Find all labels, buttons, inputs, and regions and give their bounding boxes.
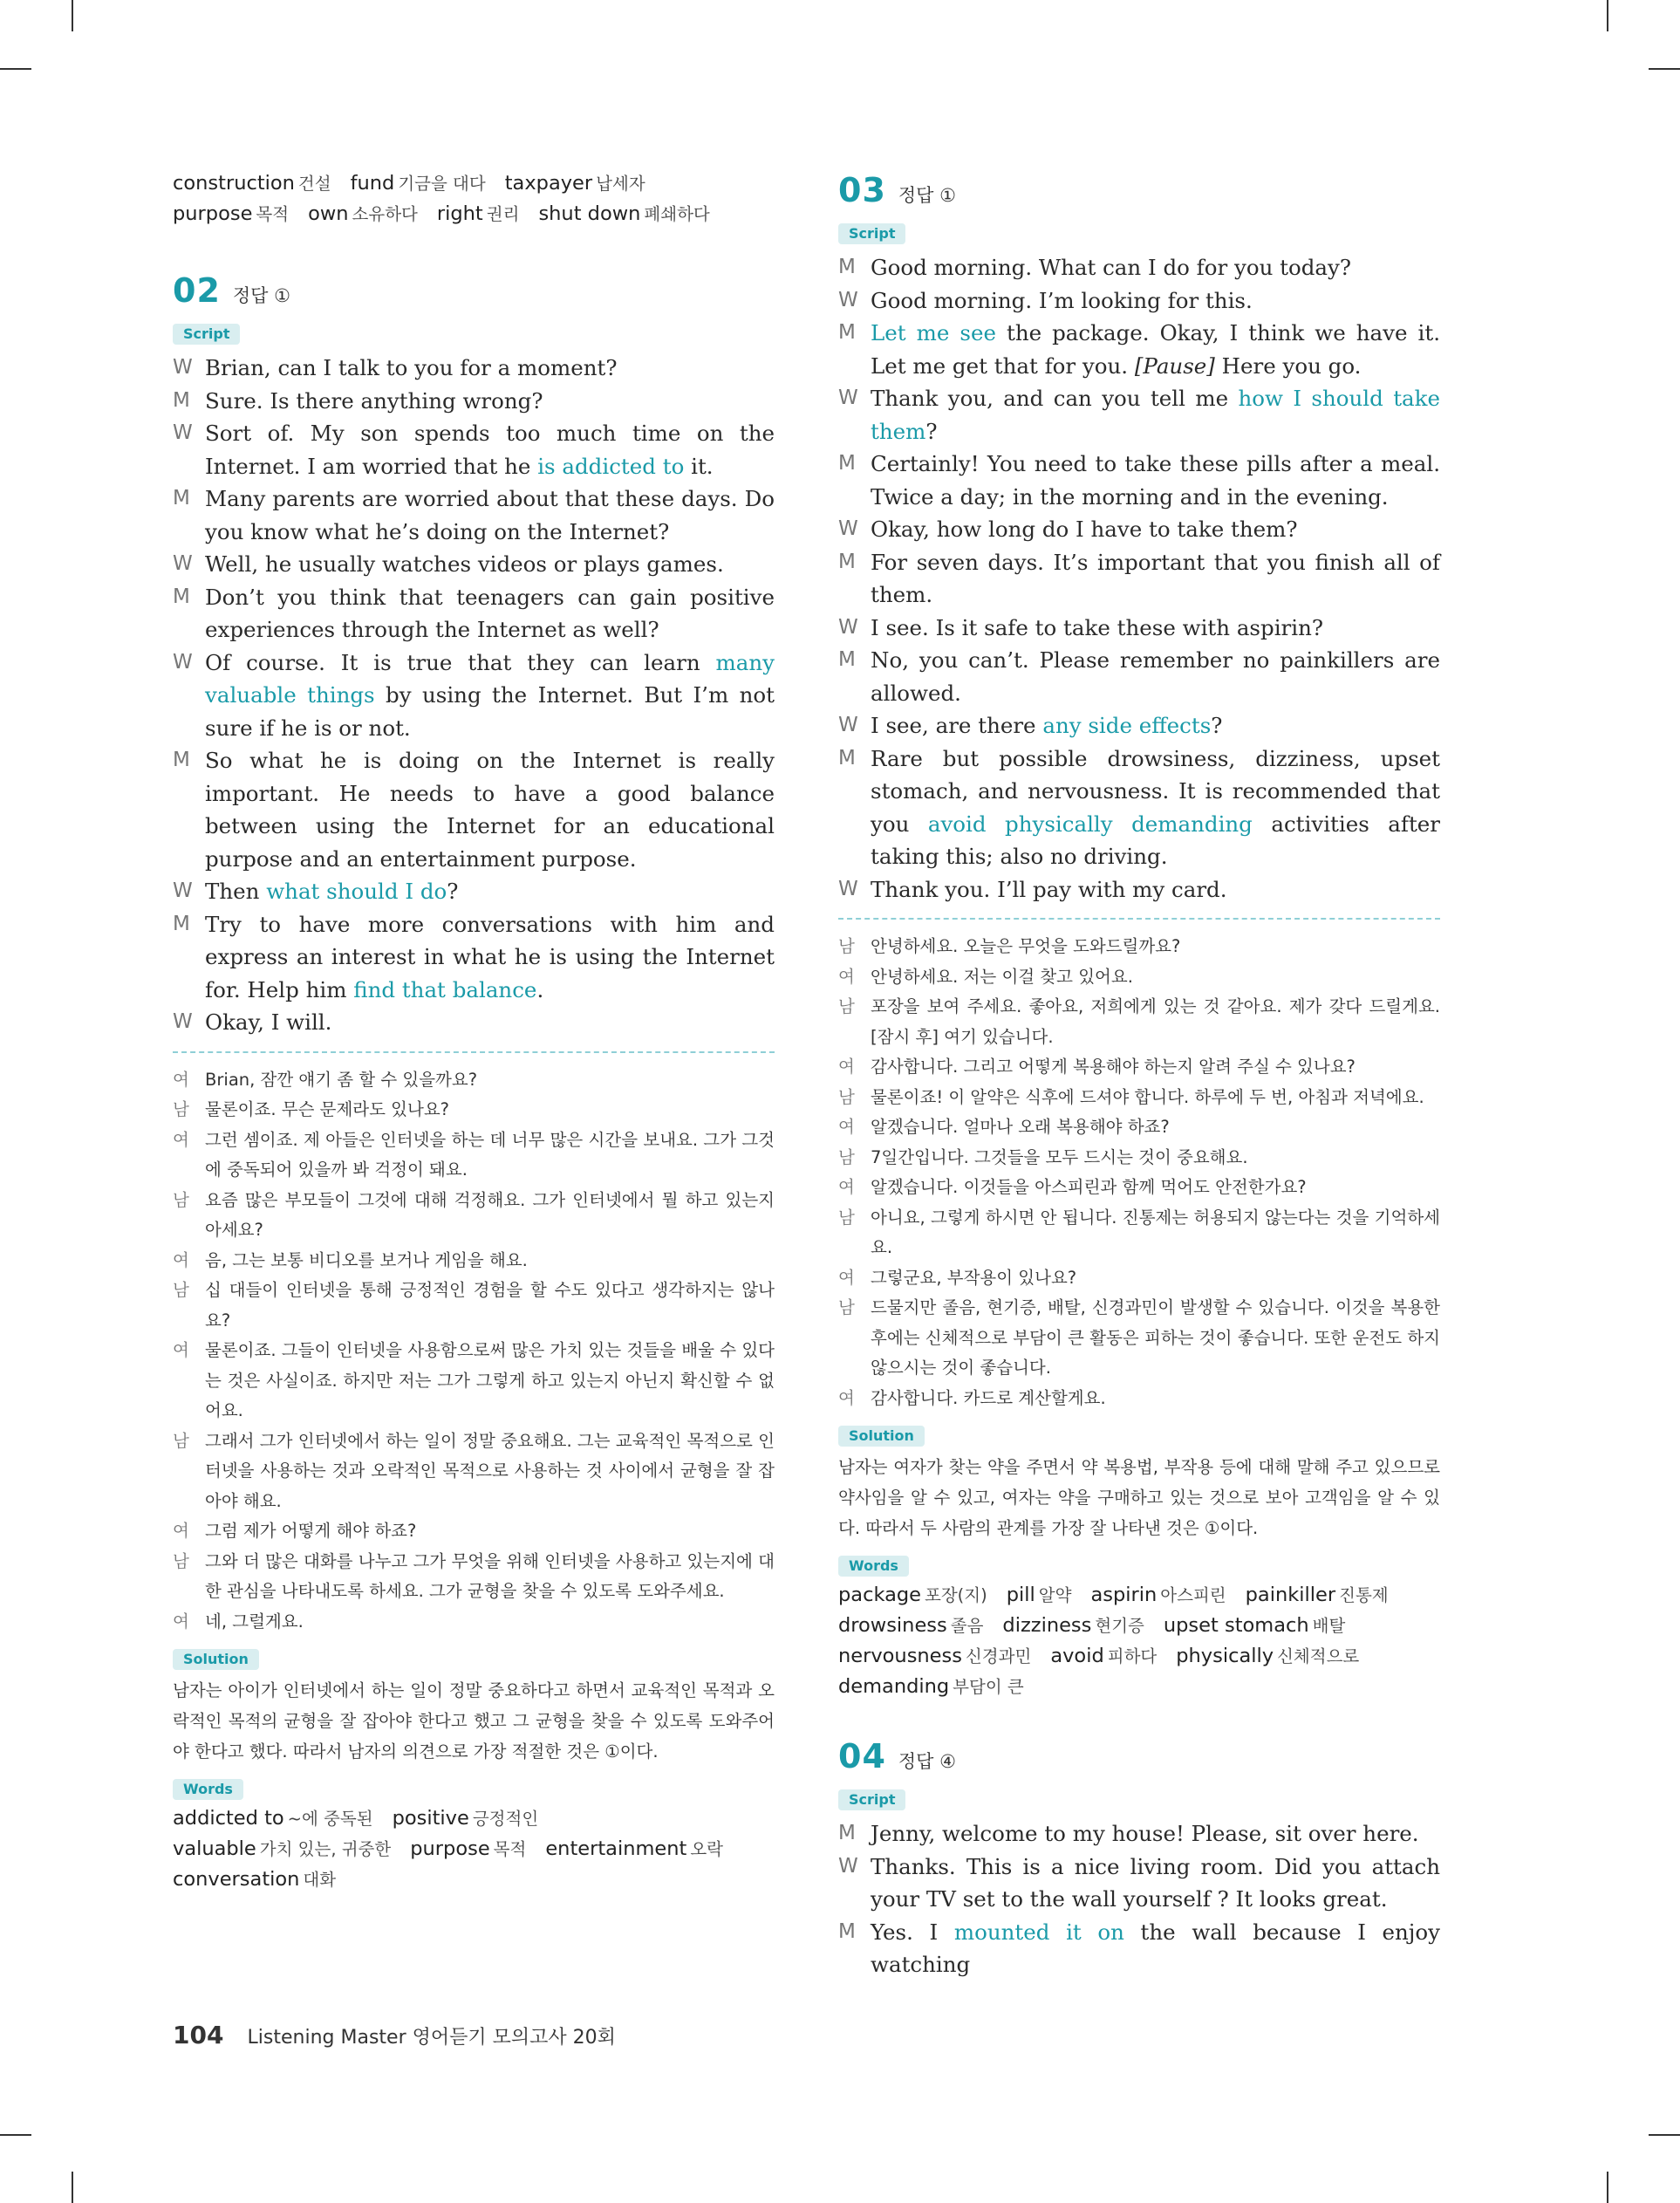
speaker-label: 남 bbox=[173, 1430, 189, 1451]
vocab-term: upset stomach bbox=[1163, 1614, 1309, 1637]
translation-line bbox=[838, 1083, 1440, 1113]
vocab-term: fund bbox=[350, 172, 395, 195]
vocab-meaning: 신체적으로 bbox=[1277, 1646, 1360, 1666]
dialogue-line bbox=[173, 385, 775, 418]
speaker-label: M bbox=[173, 749, 190, 771]
highlight-phrase: what should I do bbox=[266, 879, 447, 904]
dialogue-text: ? bbox=[447, 879, 459, 904]
question-number: 03 bbox=[838, 171, 886, 209]
dialogue-text: Thanks. This is a nice living room. Did you attach your TV set to the wall yourself ? It looks great. bbox=[871, 1853, 1440, 1912]
speaker-label: 여 bbox=[173, 1611, 189, 1632]
dialogue-text: Try to have more conversations with him and express an interest in what he is using the Internet for. Help him bbox=[205, 911, 775, 1002]
dialogue-text: Here you go. bbox=[1214, 352, 1362, 379]
dialogue-line bbox=[173, 875, 775, 908]
translation-line bbox=[838, 1384, 1440, 1414]
translation-line bbox=[838, 1143, 1440, 1173]
speaker-label: M bbox=[838, 321, 856, 344]
vocab-term: dizziness bbox=[1002, 1614, 1092, 1637]
translation-line bbox=[173, 1095, 775, 1125]
dialogue-text: ? bbox=[925, 418, 938, 444]
speaker-label: 남 bbox=[838, 936, 855, 956]
highlight-phrase: Let me see bbox=[871, 320, 996, 346]
translation-line bbox=[173, 1276, 775, 1336]
speaker-label: M bbox=[173, 388, 190, 412]
speaker-label: M bbox=[173, 487, 190, 510]
vocab-term: demanding bbox=[838, 1675, 950, 1698]
vocab-row bbox=[838, 1611, 1440, 1641]
translation-text: 물론이죠. 무슨 문제라도 있나요? bbox=[205, 1099, 450, 1119]
highlight-phrase: any side effects bbox=[1042, 713, 1212, 738]
speaker-label: W bbox=[173, 1010, 193, 1033]
translation-text: 감사합니다. 카드로 계산할게요. bbox=[871, 1387, 1106, 1408]
divider bbox=[173, 1051, 775, 1053]
translation-line bbox=[173, 1336, 775, 1426]
vocab-row bbox=[173, 1834, 775, 1864]
vocab-term: right bbox=[436, 202, 483, 225]
speaker-label: M bbox=[838, 550, 856, 573]
answer-label: 정답 ④ bbox=[898, 1751, 956, 1772]
speaker-label: 여 bbox=[838, 1057, 855, 1077]
dialogue-line bbox=[838, 1851, 1440, 1916]
dialogue-text: Don’t you think that teenagers can gain positive experiences through the Internet as well? bbox=[205, 584, 775, 642]
translation-text: 안녕하세요. 저는 이걸 찾고 있어요. bbox=[871, 966, 1133, 987]
vocab-term: taxpayer bbox=[504, 172, 593, 195]
translation-text: 드물지만 졸음, 현기증, 배탈, 신경과민이 발생할 수 있습니다. 이것을 복용한 후에는 신체적으로 부담이 큰 활동은 피하는 것이 좋습니다. 또한 운전도 하지 않으시는 것이 좋습니다. bbox=[871, 1297, 1440, 1378]
book-title: Listening Master 영어듣기 모의고사 20회 bbox=[247, 2027, 616, 2049]
translation-text: 그와 더 많은 대화를 나누고 그가 무엇을 위해 인터넷을 사용하고 있는지에 대한 관심을 나타내도록 하세요. 그가 균형을 찾을 수 있도록 도와주세요. bbox=[205, 1550, 775, 1601]
speaker-label: W bbox=[838, 714, 858, 736]
vocab-meaning: 아스피린 bbox=[1160, 1585, 1226, 1605]
dialogue-line bbox=[838, 873, 1440, 907]
script-tag: Script bbox=[173, 324, 240, 345]
vocab-meaning: 오락 bbox=[690, 1839, 724, 1859]
vocab-term: physically bbox=[1176, 1645, 1274, 1667]
dialogue-text: Well, he usually watches videos or plays games. bbox=[205, 551, 724, 577]
vocab-meaning: 가치 있는, 귀중한 bbox=[259, 1839, 392, 1859]
question-header bbox=[838, 1737, 1440, 1782]
translation-line bbox=[173, 1607, 775, 1638]
dialogue-line bbox=[838, 742, 1440, 873]
dialogue-line bbox=[173, 482, 775, 548]
question-header bbox=[173, 271, 775, 317]
translation-line bbox=[838, 1052, 1440, 1083]
script-tag: Script bbox=[838, 223, 905, 244]
dialogue-line bbox=[173, 548, 775, 581]
words-tag: Words bbox=[838, 1556, 909, 1577]
speaker-label: 남 bbox=[838, 996, 855, 1016]
dialogue-text: Okay, I will. bbox=[205, 1009, 332, 1035]
dialogue-text: Certainly! You need to take these pills after a meal. Twice a day; in the morning and in the evening. bbox=[871, 451, 1440, 510]
speaker-label: 남 bbox=[173, 1099, 189, 1119]
dialogue-line bbox=[173, 908, 775, 1007]
dialogue-text: Then bbox=[205, 879, 267, 904]
vocab-term: painkiller bbox=[1245, 1584, 1336, 1606]
vocab-row bbox=[838, 1580, 1440, 1611]
question-number: 02 bbox=[173, 271, 221, 310]
translation-text: 7일간입니다. 그것들을 모두 드시는 것이 중요해요. bbox=[871, 1146, 1248, 1167]
dialogue-text: Sure. Is there anything wrong? bbox=[205, 387, 543, 414]
dialogue-line bbox=[838, 1817, 1440, 1851]
speaker-label: W bbox=[173, 879, 193, 902]
translation-text: 십 대들이 인터넷을 통해 긍정적인 경험을 할 수도 있다고 생각하지는 않나요? bbox=[205, 1280, 775, 1331]
speaker-label: W bbox=[838, 1854, 858, 1878]
translation-line bbox=[838, 1112, 1440, 1143]
translation-text: 그렇군요, 부작용이 있나요? bbox=[871, 1267, 1077, 1288]
dialogue-line bbox=[838, 546, 1440, 612]
vocab-row bbox=[173, 168, 775, 199]
dialogue-text: Brian, can I talk to you for a moment? bbox=[205, 355, 618, 380]
vocab-row bbox=[173, 1864, 775, 1895]
dialogue-line bbox=[838, 448, 1440, 513]
speaker-label: M bbox=[173, 912, 190, 935]
page-number: 104 bbox=[173, 2021, 224, 2049]
translation-line bbox=[173, 1246, 775, 1276]
dialogue-line bbox=[838, 513, 1440, 546]
crop-mark bbox=[72, 2172, 73, 2203]
vocab-meaning: 대화 bbox=[303, 1870, 337, 1890]
vocab-list bbox=[838, 1580, 1440, 1702]
dialogue-line bbox=[173, 647, 775, 745]
speaker-label: M bbox=[838, 256, 856, 278]
dialogue-text: Jenny, welcome to my house! Please, sit over here. bbox=[871, 1821, 1419, 1846]
speaker-label: 남 bbox=[838, 1086, 855, 1107]
speaker-label: 여 bbox=[838, 1267, 855, 1288]
dialogue-text: Good morning. I’m looking for this. bbox=[871, 287, 1253, 313]
translation-line bbox=[173, 1125, 775, 1186]
answer-label: 정답 ① bbox=[232, 285, 290, 306]
speaker-label: W bbox=[838, 387, 858, 409]
dialogue-text: Sort of. My son spends too much time on the Internet. I am worried that he bbox=[205, 421, 775, 479]
dialogue-line bbox=[838, 317, 1440, 382]
vocab-meaning: 배탈 bbox=[1312, 1616, 1346, 1636]
solution-text: 남자는 아이가 인터넷에서 하는 일이 정말 중요하다고 하면서 교육적인 목적과 오락적인 목적의 균형을 잘 잡아야 한다고 했고 그 균형을 찾을 수 있도록 도와주어야 한다고 했다. 따라서 남자의 의견으로 가장 적절한 것은 ①이다. bbox=[173, 1680, 775, 1762]
vocab-meaning: 알약 bbox=[1038, 1585, 1072, 1605]
vocab-meaning: 권리 bbox=[486, 204, 520, 224]
translation-line bbox=[838, 962, 1440, 993]
vocab-list-prev bbox=[173, 168, 775, 229]
translation-line bbox=[838, 1263, 1440, 1294]
speaker-label: 여 bbox=[838, 1177, 855, 1197]
solution-tag: Solution bbox=[838, 1426, 925, 1447]
dialogue-line bbox=[838, 709, 1440, 742]
vocab-row bbox=[173, 199, 775, 229]
vocab-meaning: 기금을 대다 bbox=[398, 174, 486, 194]
dialogue-line bbox=[838, 612, 1440, 645]
vocab-meaning: 긍정적인 bbox=[472, 1809, 539, 1829]
vocab-term: avoid bbox=[1050, 1645, 1104, 1667]
solution-text: 남자는 여자가 찾는 약을 주면서 약 복용법, 부작용 등에 대해 말해 주고 있으므로 약사임을 알 수 있고, 여자는 약을 구매하고 있는 것으로 보아 고객임을 알 수 있다. 따라서 두 사람의 관계를 가장 잘 나타낸 것은 ①이다. bbox=[838, 1457, 1440, 1538]
vocab-term: conversation bbox=[173, 1868, 300, 1891]
crop-mark bbox=[0, 2134, 31, 2136]
speaker-label: W bbox=[173, 552, 193, 575]
dialogue-line bbox=[173, 744, 775, 875]
korean-translation bbox=[173, 1065, 775, 1638]
translation-text: 그런 셈이죠. 제 아들은 인터넷을 하는 데 너무 많은 시간을 보내요. 그가 그것에 중독되어 있을까 봐 걱정이 돼요. bbox=[205, 1129, 775, 1180]
translation-text: 알겠습니다. 얼마나 오래 복용해야 하죠? bbox=[871, 1117, 1170, 1137]
speaker-label: 남 bbox=[838, 1146, 855, 1167]
dialogue-line bbox=[838, 1916, 1440, 1981]
dialogue-text: I see. Is it safe to take these with aspirin? bbox=[871, 614, 1323, 640]
dialogue-text: the package. Okay, I think we have it. Let me get that for you. bbox=[871, 320, 1440, 379]
vocab-meaning: 소유하다 bbox=[352, 204, 418, 224]
speaker-label: 여 bbox=[173, 1249, 189, 1270]
dialogue-text: Many parents are worried about that these days. Do you know what he’s doing on the Internet? bbox=[205, 486, 775, 544]
speaker-label: M bbox=[838, 452, 856, 475]
vocab-term: purpose bbox=[410, 1837, 490, 1860]
dialogue-line bbox=[838, 284, 1440, 318]
dialogue-text: it. bbox=[684, 453, 714, 479]
right-column bbox=[838, 0, 1440, 1981]
vocab-meaning: 졸음 bbox=[950, 1616, 984, 1636]
speaker-label: 남 bbox=[173, 1189, 189, 1210]
speaker-label: 여 bbox=[173, 1521, 189, 1541]
vocab-meaning: 부담이 큰 bbox=[953, 1677, 1024, 1697]
dialogue-text: . bbox=[536, 976, 544, 1002]
speaker-label: M bbox=[838, 1822, 856, 1844]
speaker-label: 여 bbox=[838, 1387, 855, 1408]
page-footer bbox=[173, 2021, 616, 2049]
vocab-term: positive bbox=[392, 1807, 469, 1830]
vocab-term: own bbox=[308, 202, 349, 225]
dialogue-line bbox=[173, 352, 775, 385]
vocab-row bbox=[838, 1641, 1440, 1672]
dialogue-line bbox=[173, 417, 775, 482]
highlight-phrase: how I should take them bbox=[871, 386, 1440, 444]
vocab-meaning: 포장(지) bbox=[925, 1585, 987, 1605]
speaker-label: W bbox=[838, 615, 858, 639]
translation-line bbox=[173, 1065, 775, 1096]
highlight-phrase: is addicted to bbox=[537, 453, 685, 479]
crop-mark bbox=[72, 0, 73, 31]
vocab-row bbox=[838, 1672, 1440, 1702]
dialogue-text: Good morning. What can I do for you today? bbox=[871, 255, 1352, 280]
speaker-label: W bbox=[173, 421, 193, 444]
vocab-term: drowsiness bbox=[838, 1614, 947, 1637]
dialogue-text: For seven days. It’s important that you finish all of them. bbox=[871, 549, 1440, 607]
translation-line bbox=[838, 992, 1440, 1052]
translation-line bbox=[173, 1516, 775, 1547]
korean-translation bbox=[838, 932, 1440, 1413]
speaker-label: 여 bbox=[173, 1069, 189, 1090]
english-script bbox=[838, 251, 1440, 906]
dialogue-text: Thank you, and can you tell me bbox=[871, 386, 1239, 411]
crop-mark bbox=[1649, 2134, 1680, 2136]
vocab-meaning: 납세자 bbox=[596, 174, 645, 194]
translation-line bbox=[838, 932, 1440, 962]
dialogue-line bbox=[838, 382, 1440, 448]
dialogue-text: I see, are there bbox=[871, 713, 1043, 738]
english-script bbox=[838, 1817, 1440, 1981]
vocab-term: package bbox=[838, 1584, 921, 1606]
translation-text: 아니요, 그렇게 하시면 안 됩니다. 진통제는 허용되지 않는다는 것을 기억하세요. bbox=[871, 1207, 1440, 1257]
crop-mark bbox=[1649, 68, 1680, 70]
translation-line bbox=[838, 1293, 1440, 1384]
translation-line bbox=[838, 1173, 1440, 1203]
vocab-meaning: 진통제 bbox=[1339, 1585, 1389, 1605]
speaker-label: W bbox=[173, 356, 193, 379]
vocab-meaning: 목적 bbox=[493, 1839, 527, 1859]
vocab-meaning: 신경과민 bbox=[965, 1646, 1032, 1666]
script-tag: Script bbox=[838, 1789, 905, 1810]
vocab-meaning: 목적 bbox=[256, 204, 290, 224]
english-script bbox=[173, 352, 775, 1039]
dialogue-line bbox=[173, 1006, 775, 1039]
solution-tag: Solution bbox=[173, 1649, 259, 1670]
vocab-term: pill bbox=[1006, 1584, 1035, 1606]
dialogue-line bbox=[838, 251, 1440, 284]
vocab-term: entertainment bbox=[545, 1837, 687, 1860]
translation-text: 음, 그는 보통 비디오를 보거나 게임을 해요. bbox=[205, 1249, 528, 1270]
highlight-phrase: find that balance bbox=[353, 976, 537, 1002]
dialogue-text: Okay, how long do I have to take them? bbox=[871, 517, 1298, 542]
vocab-term: construction bbox=[173, 172, 295, 195]
dialogue-text: by using the Internet. But I’m not sure if he is or not. bbox=[205, 682, 775, 741]
dialogue-line bbox=[173, 581, 775, 647]
vocab-term: addicted to bbox=[173, 1807, 284, 1830]
speaker-label: 여 bbox=[173, 1340, 189, 1360]
speaker-label: 남 bbox=[173, 1550, 189, 1571]
translation-text: 안녕하세요. 오늘은 무엇을 도와드릴까요? bbox=[871, 936, 1181, 956]
vocab-meaning: 폐쇄하다 bbox=[644, 204, 710, 224]
speaker-label: 여 bbox=[838, 1117, 855, 1137]
translation-line bbox=[173, 1426, 775, 1517]
translation-line bbox=[173, 1186, 775, 1246]
vocab-meaning: 건설 bbox=[297, 174, 331, 194]
crop-mark bbox=[0, 68, 31, 70]
speaker-label: W bbox=[838, 877, 858, 900]
speaker-label: M bbox=[173, 585, 190, 608]
vocab-row bbox=[173, 1803, 775, 1834]
translation-line bbox=[838, 1203, 1440, 1263]
question-header bbox=[838, 171, 1440, 216]
translation-text: 알겠습니다. 이것들을 아스피린과 함께 먹어도 안전한가요? bbox=[871, 1177, 1307, 1197]
dialogue-text: [Pause] bbox=[1134, 352, 1215, 379]
translation-text: 물론이죠. 그들이 인터넷을 사용함으로써 많은 가치 있는 것들을 배울 수 있다는 것은 사실이죠. 하지만 저는 그가 그렇게 하고 있는지 아닌지 확신할 수 없어요. bbox=[205, 1340, 775, 1420]
speaker-label: M bbox=[838, 1919, 856, 1943]
dialogue-text: Rare but possible drowsiness, dizziness, upset stomach, and nervousness. It is recommended that you bbox=[871, 745, 1440, 837]
dialogue-line bbox=[838, 644, 1440, 709]
dialogue-text: ? bbox=[1211, 713, 1223, 738]
vocab-term: nervousness bbox=[838, 1645, 962, 1667]
speaker-label: M bbox=[838, 648, 856, 671]
vocab-meaning: ~에 중독된 bbox=[287, 1809, 373, 1829]
dialogue-text: the wall because I enjoy watching bbox=[871, 1919, 1440, 1977]
question-number: 04 bbox=[838, 1737, 886, 1775]
speaker-label: 남 bbox=[173, 1280, 189, 1300]
vocab-term: aspirin bbox=[1090, 1584, 1158, 1606]
vocab-term: purpose bbox=[173, 202, 253, 225]
speaker-label: M bbox=[838, 746, 856, 770]
translation-text: 요즘 많은 부모들이 그것에 대해 걱정해요. 그가 인터넷에서 뭘 하고 있는지 아세요? bbox=[205, 1189, 775, 1240]
highlight-phrase: avoid physically demanding bbox=[927, 811, 1253, 837]
crop-mark bbox=[1607, 2172, 1608, 2203]
words-tag: Words bbox=[173, 1779, 243, 1800]
vocab-term: shut down bbox=[538, 202, 641, 225]
dialogue-text: Yes. I bbox=[871, 1919, 954, 1945]
crop-mark bbox=[1607, 0, 1608, 31]
speaker-label: W bbox=[173, 650, 193, 674]
dialogue-text: No, you can’t. Please remember no painkillers are allowed. bbox=[871, 647, 1440, 706]
speaker-label: 여 bbox=[838, 966, 855, 987]
vocab-list bbox=[173, 1803, 775, 1895]
dialogue-text: Thank you. I’ll pay with my card. bbox=[871, 876, 1227, 902]
translation-text: 그래서 그가 인터넷에서 하는 일이 정말 중요해요. 그는 교육적인 목적으로 인터넷을 사용하는 것과 오락적인 목적으로 사용하는 것 사이에서 균형을 잘 잡아야 해요. bbox=[205, 1430, 775, 1511]
translation-text: 감사합니다. 그리고 어떻게 복용해야 하는지 알려 주실 수 있나요? bbox=[871, 1057, 1356, 1077]
left-column bbox=[173, 0, 775, 1895]
divider bbox=[838, 918, 1440, 920]
dialogue-text: Of course. It is true that they can learn bbox=[205, 649, 716, 675]
translation-text: 그럼 제가 어떻게 해야 하죠? bbox=[205, 1521, 417, 1541]
translation-line bbox=[173, 1547, 775, 1607]
speaker-label: W bbox=[838, 517, 858, 540]
dialogue-text: activities after taking this; also no driving. bbox=[871, 811, 1440, 869]
vocab-meaning: 현기증 bbox=[1095, 1616, 1144, 1636]
highlight-phrase: many valuable things bbox=[205, 649, 775, 708]
speaker-label: 남 bbox=[838, 1207, 855, 1228]
translation-text: 물론이죠! 이 알약은 식후에 드셔야 합니다. 하루에 두 번, 아침과 저녁에요. bbox=[871, 1086, 1424, 1107]
translation-text: 네, 그럴게요. bbox=[205, 1611, 304, 1632]
translation-text: Brian, 잠깐 얘기 좀 할 수 있을까요? bbox=[205, 1069, 478, 1090]
speaker-label: 남 bbox=[838, 1297, 855, 1317]
vocab-meaning: 피하다 bbox=[1107, 1646, 1158, 1666]
highlight-phrase: mounted it on bbox=[953, 1919, 1124, 1945]
dialogue-text: So what he is doing on the Internet is really important. He needs to have a good balance between using the Internet for an educational purpose and an entertainment purpose. bbox=[205, 748, 775, 872]
answer-label: 정답 ① bbox=[898, 185, 956, 206]
speaker-label: W bbox=[838, 288, 858, 311]
vocab-term: valuable bbox=[173, 1837, 256, 1860]
speaker-label: 여 bbox=[173, 1129, 189, 1150]
translation-text: 포장을 보여 주세요. 좋아요, 저희에게 있는 것 같아요. 제가 갖다 드릴게요. [잠시 후] 여기 있습니다. bbox=[871, 996, 1440, 1047]
